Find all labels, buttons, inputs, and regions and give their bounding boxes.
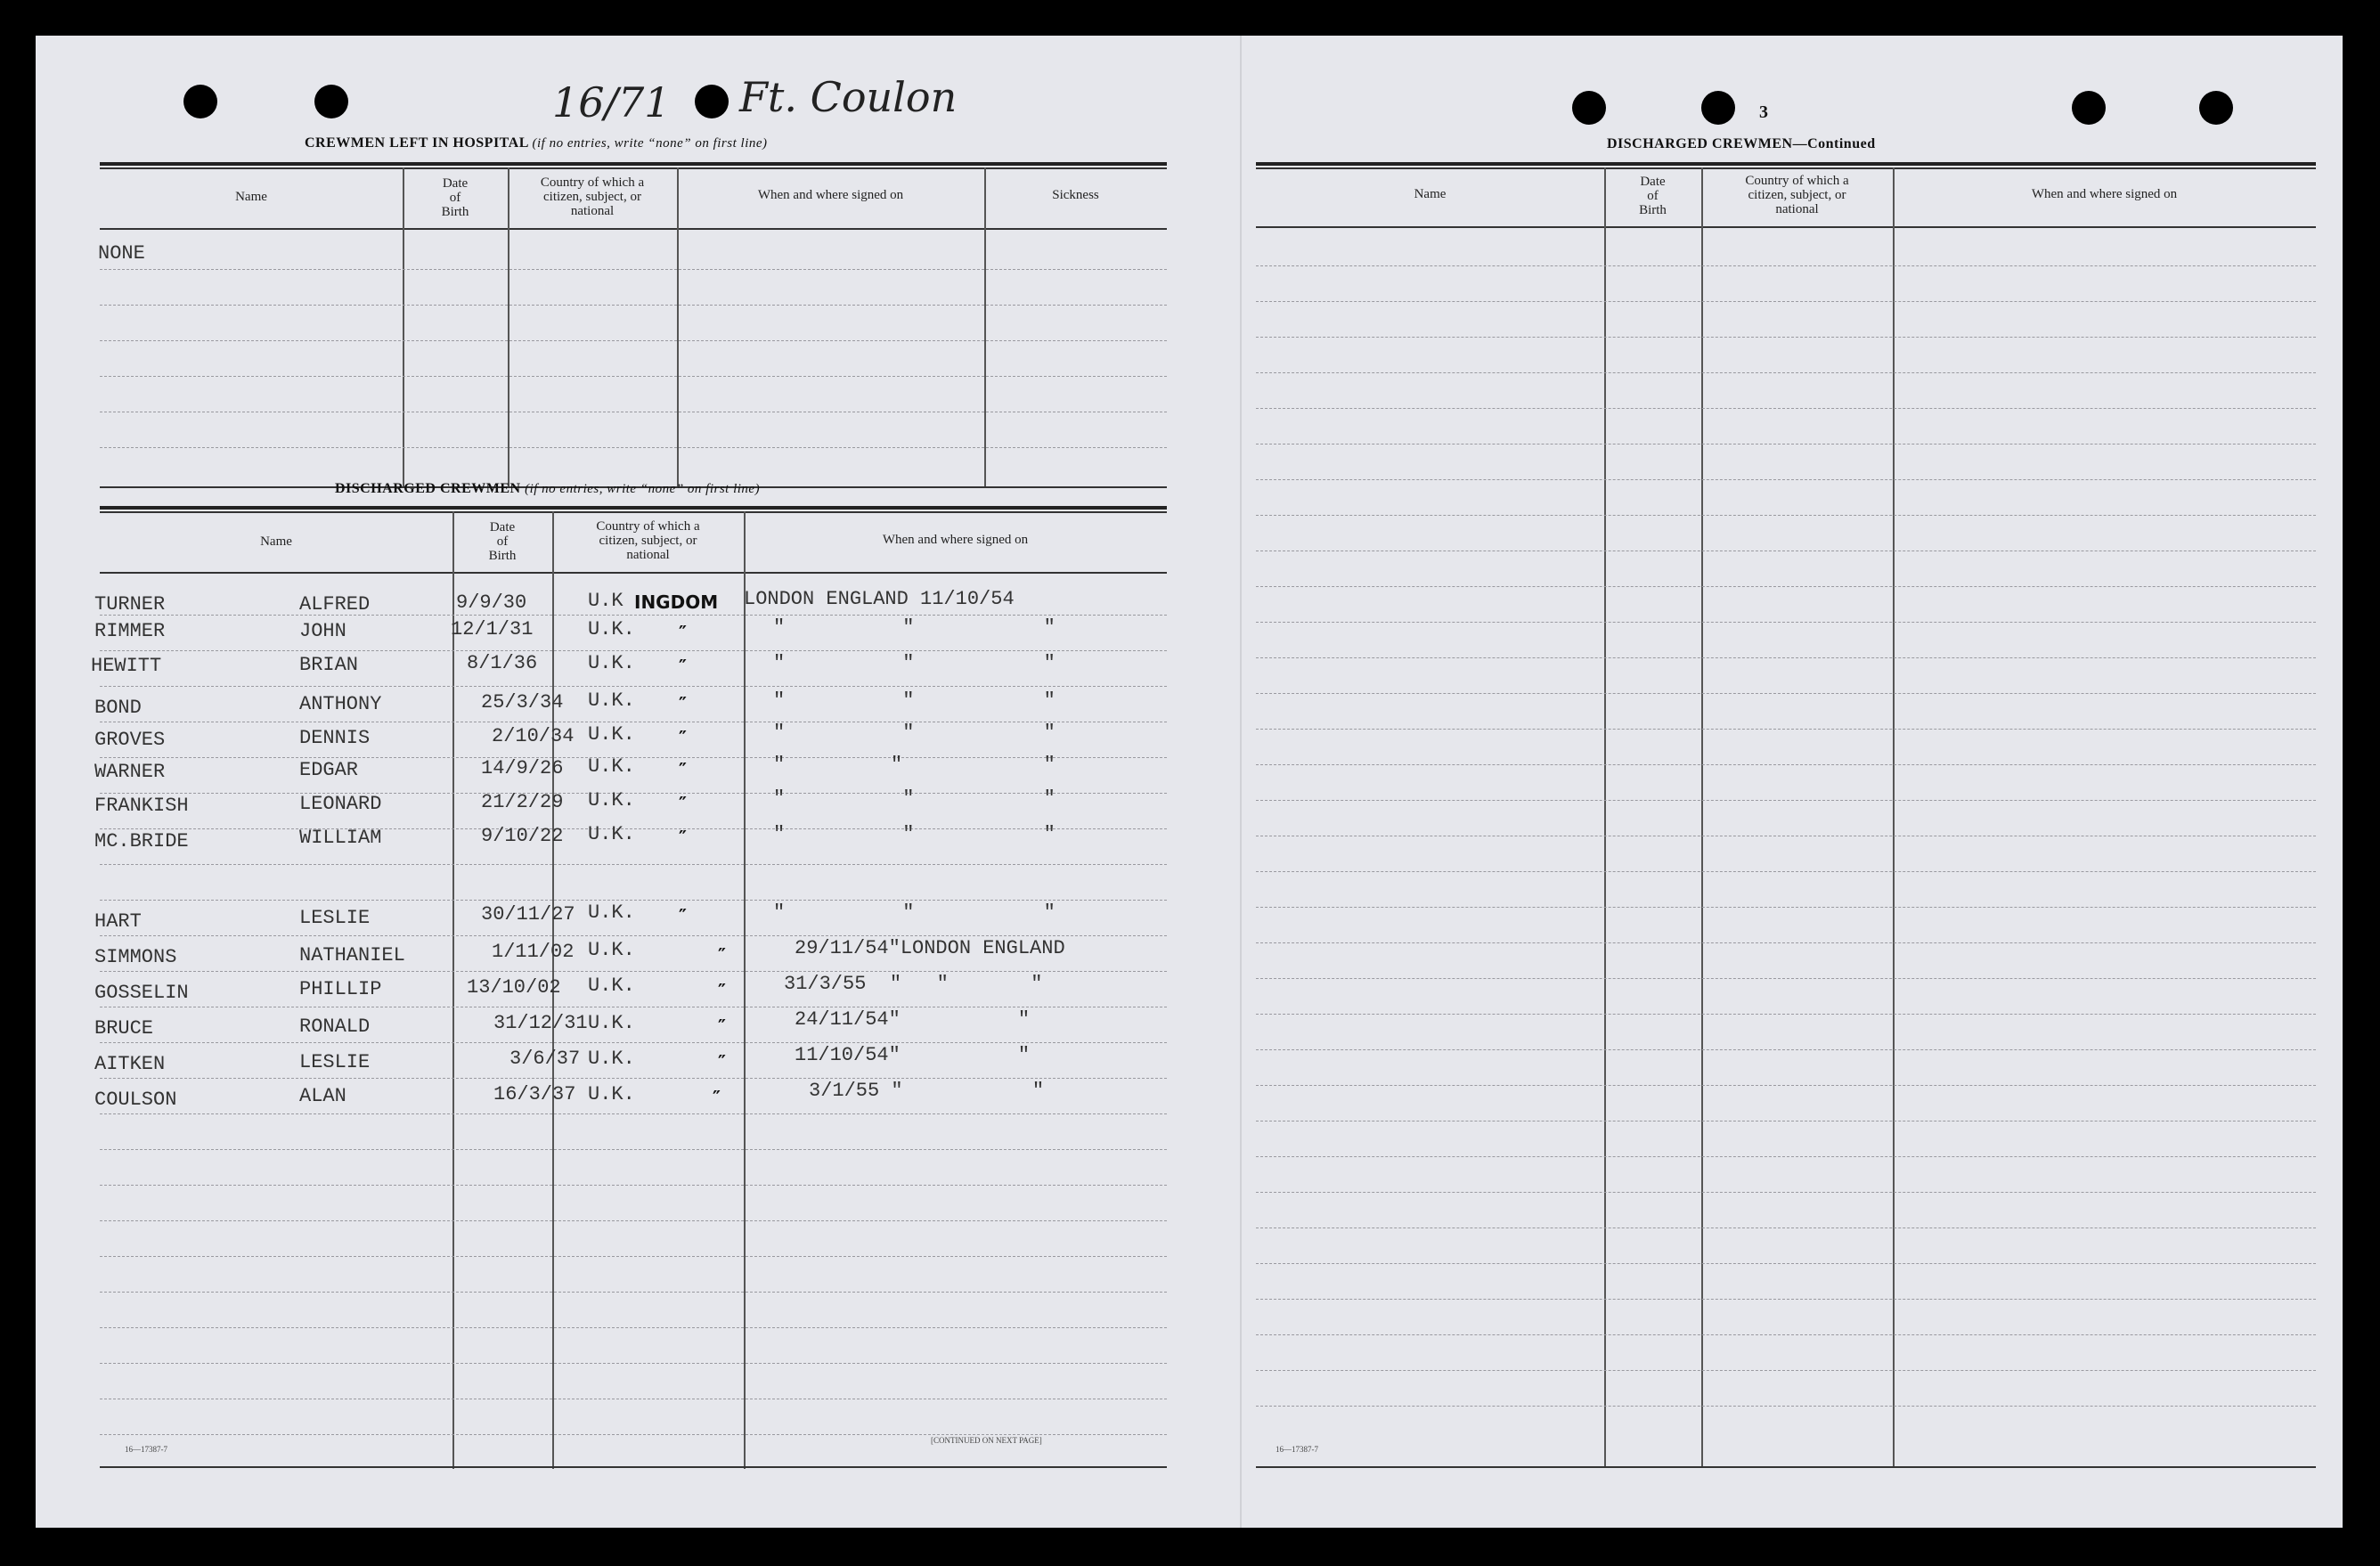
- row-country: U.K.: [588, 823, 635, 845]
- row-surname: HART: [94, 910, 142, 933]
- row-signed-on: ″ ″ ″: [773, 689, 1056, 712]
- discharged-header-dob: Date of Birth: [488, 520, 517, 563]
- row-surname: SIMMONS: [94, 946, 177, 968]
- row-surname: GOSSELIN: [94, 982, 189, 1004]
- row-signed-on: ″ ″ ″: [773, 787, 1056, 810]
- hospital-entry-none: NONE: [98, 242, 145, 265]
- row-signed-on: 3/1/55 ″ ″: [809, 1080, 1045, 1102]
- row-dob: 16/3/37: [493, 1083, 576, 1105]
- row-surname: BOND: [94, 697, 142, 719]
- row-given: RONALD: [299, 1015, 371, 1038]
- row-given: NATHANIEL: [299, 944, 405, 967]
- row-country: U.K.: [588, 618, 635, 640]
- row-signed-on: ″ ″ ″: [773, 754, 1056, 776]
- hospital-section-title: CREWMEN LEFT IN HOSPITAL (if no entries, write “none” on first line): [305, 135, 768, 151]
- discharged-section-title: DISCHARGED CREWMEN (if no entries, write “none” on first line): [335, 481, 761, 496]
- row-signed-on: ″ ″ ″: [773, 652, 1056, 674]
- row-country: U.K.: [588, 652, 635, 674]
- continued-header-signed: When and where signed on: [2031, 187, 2178, 201]
- row-signed-on: ″ ″ ″: [773, 722, 1056, 744]
- row-signed-on: ″ ″ ″: [773, 823, 1056, 845]
- row-country-handwritten: ″: [718, 944, 726, 966]
- discharged-header-signed: When and where signed on: [882, 533, 1029, 547]
- row-surname: WARNER: [94, 761, 166, 783]
- row-surname: AITKEN: [94, 1053, 166, 1075]
- row-surname: TURNER: [94, 593, 166, 616]
- row-country: U.K.: [588, 689, 635, 712]
- continued-header-country: Country of which a citizen, subject, or national: [1745, 174, 1849, 216]
- row-country: U.K.: [588, 1048, 635, 1070]
- page-number: 3: [1759, 102, 1769, 122]
- row-given: ALFRED: [299, 593, 371, 616]
- punch-hole: [2199, 91, 2233, 125]
- row-country: U.K: [588, 590, 624, 612]
- row-dob: 9/10/22: [481, 825, 564, 847]
- row-given: BRIAN: [299, 654, 359, 676]
- row-given: LESLIE: [299, 1051, 371, 1073]
- row-dob: 3/6/37: [509, 1048, 581, 1070]
- row-country: U.K.: [588, 1012, 635, 1034]
- document-sheet: [36, 36, 2343, 1528]
- punch-hole: [183, 85, 217, 118]
- row-country: U.K.: [588, 939, 635, 961]
- row-country-handwritten: INGDOM: [634, 591, 719, 613]
- row-country-handwritten: ″: [679, 727, 687, 748]
- row-dob: 9/9/30: [456, 591, 527, 614]
- row-surname: MC.BRIDE: [94, 830, 189, 852]
- hospital-header-sickness: Sickness: [1052, 188, 1099, 202]
- row-given: PHILLIP: [299, 978, 382, 1000]
- row-country-handwritten: ″: [679, 656, 687, 677]
- discharged-header-name: Name: [260, 534, 292, 549]
- row-given: EDGAR: [299, 759, 359, 781]
- row-given: ALAN: [299, 1085, 346, 1107]
- row-surname: COULSON: [94, 1089, 177, 1111]
- row-country-handwritten: ″: [679, 827, 687, 848]
- row-dob: 25/3/34: [481, 691, 564, 714]
- row-given: DENNIS: [299, 727, 371, 749]
- hospital-header-dob: Date of Birth: [441, 176, 469, 219]
- row-given: WILLIAM: [299, 827, 382, 849]
- row-country: U.K.: [588, 901, 635, 924]
- row-signed-on: 24/11/54″ ″: [795, 1008, 1031, 1031]
- row-surname: HEWITT: [91, 655, 162, 677]
- row-surname: GROVES: [94, 729, 166, 751]
- punch-hole: [1701, 91, 1735, 125]
- row-country-handwritten: ″: [718, 980, 726, 1001]
- hospital-header-country: Country of which a citizen, subject, or national: [540, 175, 645, 218]
- left-form-number: 16—17387-7: [125, 1445, 167, 1454]
- row-country-handwritten: ″: [718, 1051, 726, 1073]
- handwritten-date: 16/71: [552, 78, 671, 126]
- row-country: U.K.: [588, 789, 635, 812]
- row-country-handwritten: ″: [713, 1087, 721, 1108]
- continued-header-name: Name: [1414, 187, 1447, 201]
- page-fold: [1240, 36, 1242, 1528]
- row-dob: 12/1/31: [451, 618, 534, 640]
- row-dob: 8/1/36: [467, 652, 538, 674]
- row-country: U.K.: [588, 975, 635, 997]
- row-signed-on: 31/3/55 ″ ″ ″: [784, 973, 1043, 995]
- row-country: U.K.: [588, 1083, 635, 1105]
- punch-hole: [2072, 91, 2106, 125]
- row-signed-on: ″ ″ ″: [773, 901, 1056, 924]
- row-signed-on: 11/10/54″ ″: [795, 1044, 1031, 1066]
- row-country-handwritten: ″: [679, 693, 687, 714]
- row-given: LEONARD: [299, 793, 382, 815]
- row-dob: 31/12/31: [493, 1012, 588, 1034]
- row-country-handwritten: ″: [679, 759, 687, 780]
- row-surname: BRUCE: [94, 1017, 154, 1040]
- row-country: U.K.: [588, 723, 635, 746]
- row-signed-on: ″ ″ ″: [773, 616, 1056, 639]
- right-form-number: 16—17387-7: [1276, 1445, 1318, 1454]
- row-dob: 30/11/27: [481, 903, 575, 926]
- discharged-header-country: Country of which a citizen, subject, or national: [596, 519, 700, 562]
- punch-hole: [1572, 91, 1606, 125]
- row-country-handwritten: ″: [679, 793, 687, 814]
- row-dob: 21/2/29: [481, 791, 564, 813]
- punch-hole: [314, 85, 348, 118]
- hospital-header-signed: When and where signed on: [757, 188, 904, 202]
- row-dob: 1/11/02: [492, 941, 575, 963]
- row-dob: 2/10/34: [492, 725, 575, 747]
- hospital-header-name: Name: [235, 190, 267, 204]
- punch-hole: [695, 85, 729, 118]
- row-dob: 13/10/02: [467, 976, 561, 999]
- row-signed-on: 29/11/54″LONDON ENGLAND: [795, 937, 1065, 959]
- continued-note: [CONTINUED ON NEXT PAGE]: [931, 1436, 1042, 1445]
- row-given: JOHN: [299, 620, 346, 642]
- row-surname: RIMMER: [94, 620, 166, 642]
- row-given: ANTHONY: [299, 693, 382, 715]
- row-given: LESLIE: [299, 907, 371, 929]
- continued-header-dob: Date of Birth: [1639, 175, 1667, 217]
- row-country: U.K.: [588, 755, 635, 778]
- row-country-handwritten: ″: [679, 622, 687, 643]
- row-surname: FRANKISH: [94, 795, 189, 817]
- row-dob: 14/9/26: [481, 757, 564, 779]
- row-country-handwritten: ″: [679, 905, 687, 926]
- discharged-continued-title: DISCHARGED CREWMEN—Continued: [1607, 136, 1876, 151]
- row-signed-on: LONDON ENGLAND 11/10/54: [744, 588, 1015, 610]
- handwritten-vessel: Ft. Coulon: [739, 73, 958, 121]
- row-country-handwritten: ″: [718, 1015, 726, 1037]
